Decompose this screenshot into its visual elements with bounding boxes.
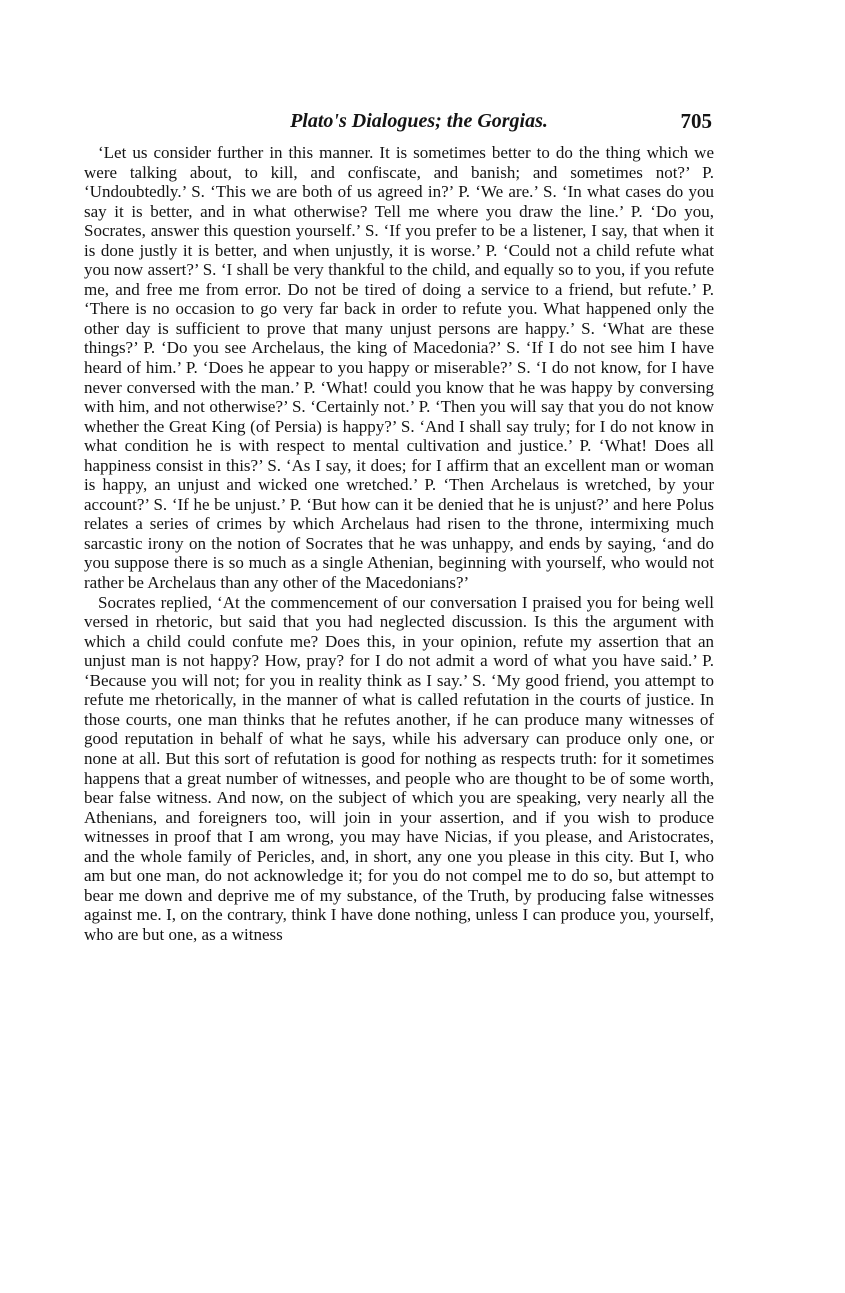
paragraph-1: ‘Let us consider further in this manner. It is sometimes better to do the thing which we were talking about, to kill, and confiscate, and banish; and sometimes not?’ P. ‘Undoubtedly.’ S. ‘This we are both of us agreed in?’ P. ‘We are.’ S. ‘In what cases do you say it is better, and in what otherwise? Tell me where you draw the line.’ P. ‘Do you, Socrates, answer this question yourself.’ S. ‘If you prefer to be a listener, I say, that when it is done justly it is better, and when unjustly, it is worse.’ P. ‘Could not a child refute what you now assert?’ S. ‘I shall be very thankful to the child, and equally so to you, if you refute me, and free me from error. Do not be tired of doing a service to a friend, but refute.’ P. ‘There is no occasion to go very far back in order to refute you. What happened only the other day is sufficient to prove that many unjust persons are happy.’ S. ‘What are these things?’ P. ‘Do you see Archelaus, the king of Macedonia?’ S. ‘If I do not see him I have heard of him.’ P. ‘Does he appear to you happy or miserable?’ S. ‘I do not know, for I have never conversed with the man.’ P. ‘What! could you know that he was happy by conversing with him, and not otherwise?’ S. ‘Certainly not.’ P. ‘Then you will say that you do not know whether the Great King (of Persia) is happy?’ S. ‘And I shall say truly; for I do not know in what condition he is with respect to mental cultivation and justice.’ P. ‘What! Does all happiness consist in this?’ S. ‘As I say, it does; for I affirm that an excellent man or woman is happy, an unjust and wicked one wretched.’ P. ‘Then Archelaus is wretched, by your account?’ S. ‘If he be unjust.’ P. ‘But how can it be denied that he is unjust?’ and here Polus relates a series of crimes by which Archelaus had risen to the throne, intermixing much sarcastic irony on the notion of Socrates that he was unhappy, and ends by saying, ‘and do you suppose there is so much as a single Athenian, beginning with yourself, who would not rather be Archelaus than any other of the Macedonians?’ <box>84 143 714 593</box>
page-body <box>84 143 714 944</box>
running-head: Plato's Dialogues; the Gorgias. <box>290 110 548 132</box>
paragraph-2: Socrates replied, ‘At the commencement of our conversation I praised you for being well versed in rhetoric, but said that you had neglected discussion. Is this the argument with which a child could confute me? Does this, in your opinion, refute my assertion that an unjust man is not happy? How, pray? for I do not admit a word of what you have said.’ P. ‘Because you will not; for you in reality think as I say.’ S. ‘My good friend, you attempt to refute me rhetorically, in the manner of what is called refutation in the courts of justice. In those courts, one man thinks that he refutes another, if he can produce many witnesses of good reputation in behalf of what he says, while his adversary can produce only one, or none at all. But this sort of refutation is good for nothing as respects truth: for it sometimes happens that a great number of witnesses, and people who are thought to be of some worth, bear false witness. And now, on the subject of which you are speaking, very nearly all the Athenians, and foreigners too, will join in your assertion, and if you wish to produce witnesses in proof that I am wrong, you may have Nicias, if you please, and Aristocrates, and the whole family of Pericles, and, in short, any one you please in this city. But I, who am but one man, do not acknowledge it; for you do not compel me to do so, but attempt to bear me down and deprive me of my substance, of the Truth, by producing false witnesses against me. I, on the contrary, think I have done nothing, unless I can produce you, yourself, who are but one, as a witness <box>84 592 714 944</box>
page-header <box>86 104 712 138</box>
page-number: 705 <box>680 109 712 133</box>
